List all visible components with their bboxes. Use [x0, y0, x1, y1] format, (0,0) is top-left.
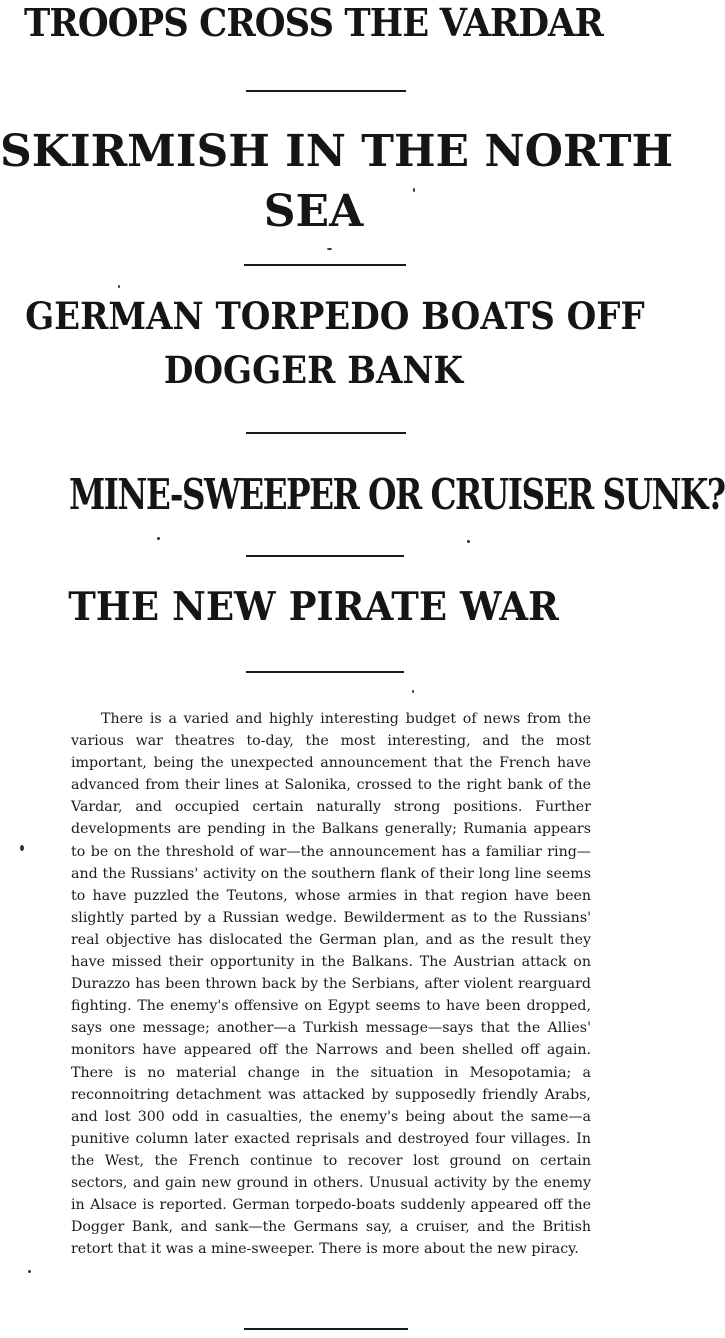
- headline-torpedo-boats-line-2: DOGGER BANK: [163, 348, 464, 392]
- scan-speck: [467, 540, 470, 543]
- scan-speck: [413, 188, 415, 192]
- scan-speck: [412, 690, 414, 693]
- headline-skirmish-line-1: SKIRMISH IN THE NORTH: [0, 126, 674, 177]
- headline-skirmish-line-2: SEA: [263, 186, 364, 237]
- divider-rule: [244, 264, 406, 266]
- headline-mine-sweeper-or-cruiser: MINE-SWEEPER OR CRUISER SUNK?: [68, 470, 725, 519]
- divider-rule: [244, 1328, 408, 1330]
- scan-speck: [157, 537, 160, 540]
- divider-rule: [246, 90, 406, 92]
- divider-rule: [246, 432, 406, 434]
- scan-speck: [20, 845, 24, 851]
- headline-torpedo-boats-line-1: GERMAN TORPEDO BOATS OFF: [25, 294, 645, 338]
- scan-speck: [118, 285, 120, 288]
- divider-rule: [246, 671, 404, 673]
- headline-new-pirate-war: THE NEW PIRATE WAR: [68, 584, 559, 630]
- divider-rule: [246, 555, 404, 557]
- scan-speck: [327, 248, 332, 250]
- scan-speck: [28, 1270, 31, 1273]
- headline-troops-cross-the-vardar: TROOPS CROSS THE VARDAR: [24, 0, 603, 45]
- article-body: There is a varied and highly interesting budget of news from the various war theatres to-day, the most interesting, and the most important, being the unexpected announcement that the French have advanced from their lines at Salonika, crossed to the right bank of the Vardar, and occupied certain naturally strong positions. Further developments are pending in the Balkans generally; Rumania appears to be on the threshold of war—the announcement has a familiar ring—and the Russians' activity on the southern flank of their long line seems to have puzzled the Teutons, whose armies in that region have been slightly parted by a Russian wedge. Bewilderment as to the Russians' real objective has dislocated the German plan, and as the result they have missed their opportunity in the Balkans. The Austrian attack on Durazzo has been thrown back by the Serbians, after violent rearguard fighting. The enemy's offensive on Egypt seems to have been dropped, says one message; another—a Turkish message—says that the Allies' monitors have appeared off the Narrows and been shelled off again. There is no material change in the situation in Mesopotamia; a reconnoitring detachment was attacked by supposedly friendly Arabs, and lost 300 odd in casualties, the enemy's being about the same—a punitive column later exacted reprisals and destroyed four villages. In the West, the French continue to recover lost ground on certain sectors, and gain new ground in others. Unusual activity by the enemy in Alsace is reported. German torpedo-boats suddenly appeared off the Dogger Bank, and sank—the Germans say, a cruiser, and the British retort that it was a mine-sweeper. There is more about the new piracy.: [71, 711, 591, 1258]
